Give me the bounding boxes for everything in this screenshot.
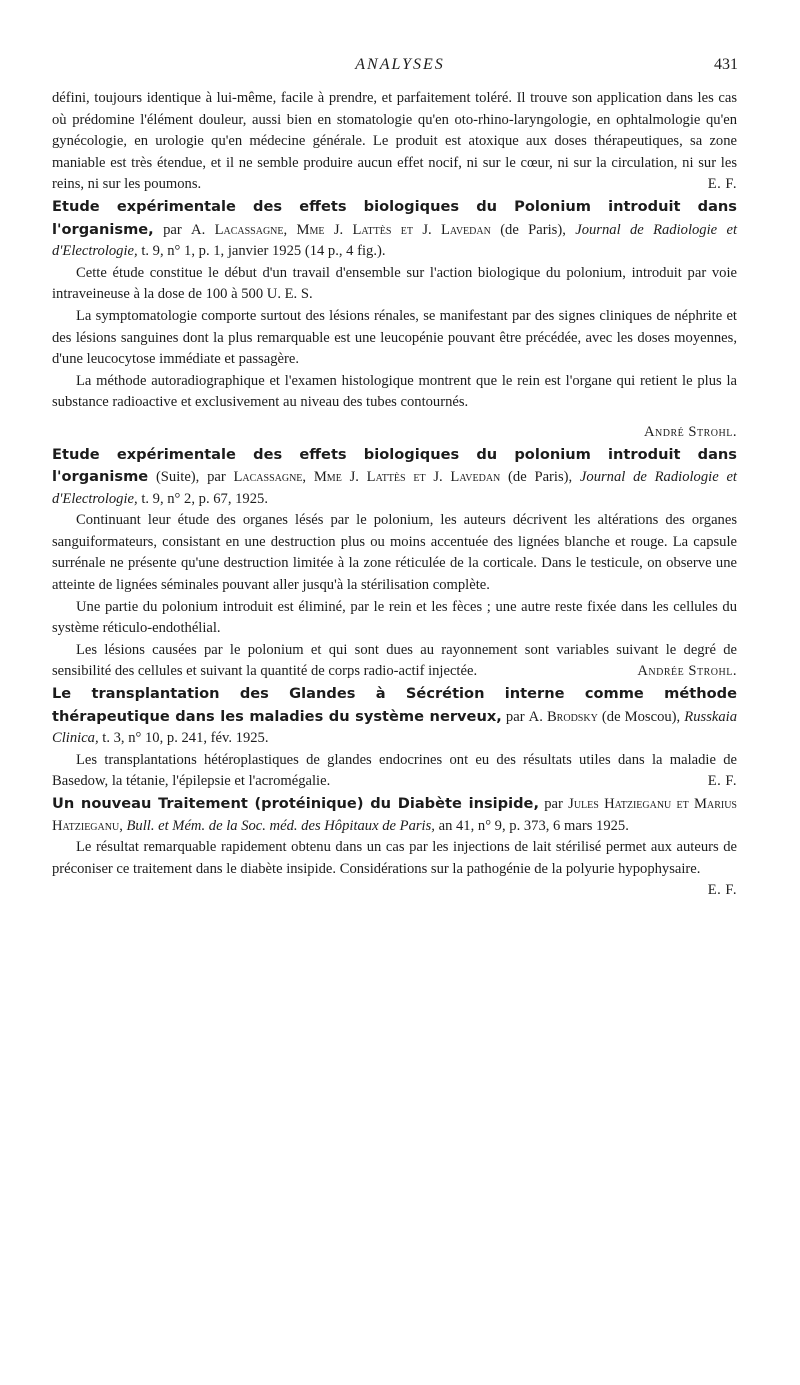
review-3-place: (de Moscou), (597, 708, 685, 725)
review-2-place: (de Paris), (500, 469, 580, 486)
review-3-heading (52, 683, 737, 750)
review-2-paragraph-3-text: Les lésions causées par le polonium et qui sont dues au rayonnement sont variables suivant le degré de sensibilité des cellules et suivant la quantité de corps radio-actif injectée. (52, 641, 737, 680)
review-4-signature: E. F. (707, 882, 737, 899)
review-1-place: (de Paris), (490, 221, 576, 238)
review-1-authors: A. Lacassagne, Mme J. Lattès et J. Lavedan (191, 221, 491, 238)
body-text (52, 88, 737, 902)
review-3-ref: t. 3, n° 10, p. 241, fév. 1925. (98, 730, 269, 747)
review-2-ref: t. 9, n° 2, p. 67, 1925. (137, 490, 268, 507)
review-1-journal: Journal de Radiologie et d'Electrologie, (52, 221, 737, 260)
review-4-authors: Jules Hatzieganu et Marius Hatzieganu (52, 796, 737, 834)
review-3-journal: Russkaia Clinica, (52, 708, 737, 747)
review-1-ref: t. 9, n° 1, p. 1, janvier 1925 (14 p., 4 fig.). (137, 243, 386, 260)
running-title: ANALYSES (355, 56, 445, 73)
review-3-signature: E. F. (707, 773, 737, 790)
intro-signature: E. F. (707, 176, 737, 193)
review-3-authors: A. Brodsky (528, 708, 598, 725)
review-4-paragraph-1-text: Le résultat remarquable rapidement obtenu dans un cas par les injections de lait stérilisé permet aux auteurs de préconiser ce traitement dans le diabète insipide. Considérations sur la pathogénie de la polyurie hypophysaire. (52, 839, 737, 877)
review-1-paragraph-3: La méthode autoradiographique et l'examen histologique montrent que le rein est l'organe qui retient le plus la substance radioactive et exclusivement au niveau des tubes contournés. (52, 372, 737, 411)
intro-text: défini, toujours identique à lui-même, facile à prendre, et parfaitement toléré. Il trouve son application dans les cas où prédomine l'élément douleur, aussi bien en stomatologie qu'en oto-rhino-laryngologie, en ophtalmologie qu'en gynécologie, en urologie qu'en médecine générale. Le produit est atoxique aux doses thérapeutiques, sa zone maniable est très étendue, et il ne semble produire aucun effet nocif, ni sur le cœur, ni sur la circulation, ni sur les reins, ni sur les poumons. (52, 90, 737, 193)
review-1-title: Etude expérimentale des effets biologiques du Polonium introduit dans l'organisme, (52, 197, 737, 238)
review-2-authors: Lacassagne, Mme J. Lattès et J. Lavedan (233, 469, 501, 486)
review-4-journal: Bull. et Mém. de la Soc. méd. des Hôpitaux de Paris, (126, 817, 435, 834)
review-4-heading (52, 793, 737, 837)
review-1-paragraph-1: Cette étude constitue le début d'un travail d'ensemble sur l'action biologique du polonium, introduit par voie intraveineuse à la dose de 100 à 500 U. E. S. (52, 264, 737, 303)
review-3-title: Le transplantation des Glandes à Sécrétion interne comme méthode thérapeutique dans les maladies du système nerveux, (52, 685, 737, 725)
review-4-title: Un nouveau Traitement (protéinique) du Diabète insipide, (52, 795, 539, 812)
review-2-heading (52, 444, 737, 511)
review-3-paragraph-1-text: Les transplantations hétéroplastiques de glandes endocrines ont eu des résultats utiles dans la maladie de Basedow, la tétanie, l'épilepsie et l'acromégalie. (52, 751, 737, 790)
review-1-paragraph-2: La symptomatologie comporte surtout des lésions rénales, se manifestant par des signes cliniques de néphrite et des lésions sanguines dont la plus remarquable est une leucopénie pouvant être précédée, avec les doses moyennes, d'une leucocytose immédiate et passagère. (52, 307, 737, 368)
running-head (0, 56, 800, 76)
page-number: 431 (714, 56, 738, 73)
review-2-paragraph-3 (52, 640, 737, 683)
review-2-by: (Suite), par (148, 469, 234, 486)
review-4-ref: an 41, n° 9, p. 373, 6 mars 1925. (434, 817, 629, 834)
intro-paragraph (52, 88, 737, 196)
review-3-paragraph-1 (52, 750, 737, 793)
review-1-heading (52, 196, 737, 263)
review-2-signature: Andrée Strohl. (637, 663, 737, 680)
review-2-paragraph-2: Une partie du polonium introduit est éliminé, par le rein et les fèces ; une autre reste fixée dans les cellules du système réticulo-endothélial. (52, 598, 737, 637)
review-2-title: Etude expérimentale des effets biologiques du polonium introduit dans l'organisme (52, 445, 737, 486)
review-2-journal: Journal de Radiologie et d'Electrologie, (52, 469, 737, 507)
review-4-place: , (119, 817, 127, 834)
review-1-by: par (153, 221, 192, 238)
review-2-paragraph-1: Continuant leur étude des organes lésés par le polonium, les auteurs décrivent les altérations des organes sanguiformateurs, consistant en une destruction plus ou moins accentuée des lignées blanche et rouge. La capsule surrénale ne présente qu'une destruction limitée à la zone réticulée de la corticale. Dans le testicule, on observe une atteinte de lignées séminales pouvant aller jusqu'à la stérilisation complète. (52, 512, 737, 594)
review-4-by: par (539, 796, 569, 812)
review-3-by: par (501, 708, 529, 725)
review-4-paragraph-1 (52, 837, 737, 899)
review-1-signature: André Strohl. (643, 423, 737, 440)
